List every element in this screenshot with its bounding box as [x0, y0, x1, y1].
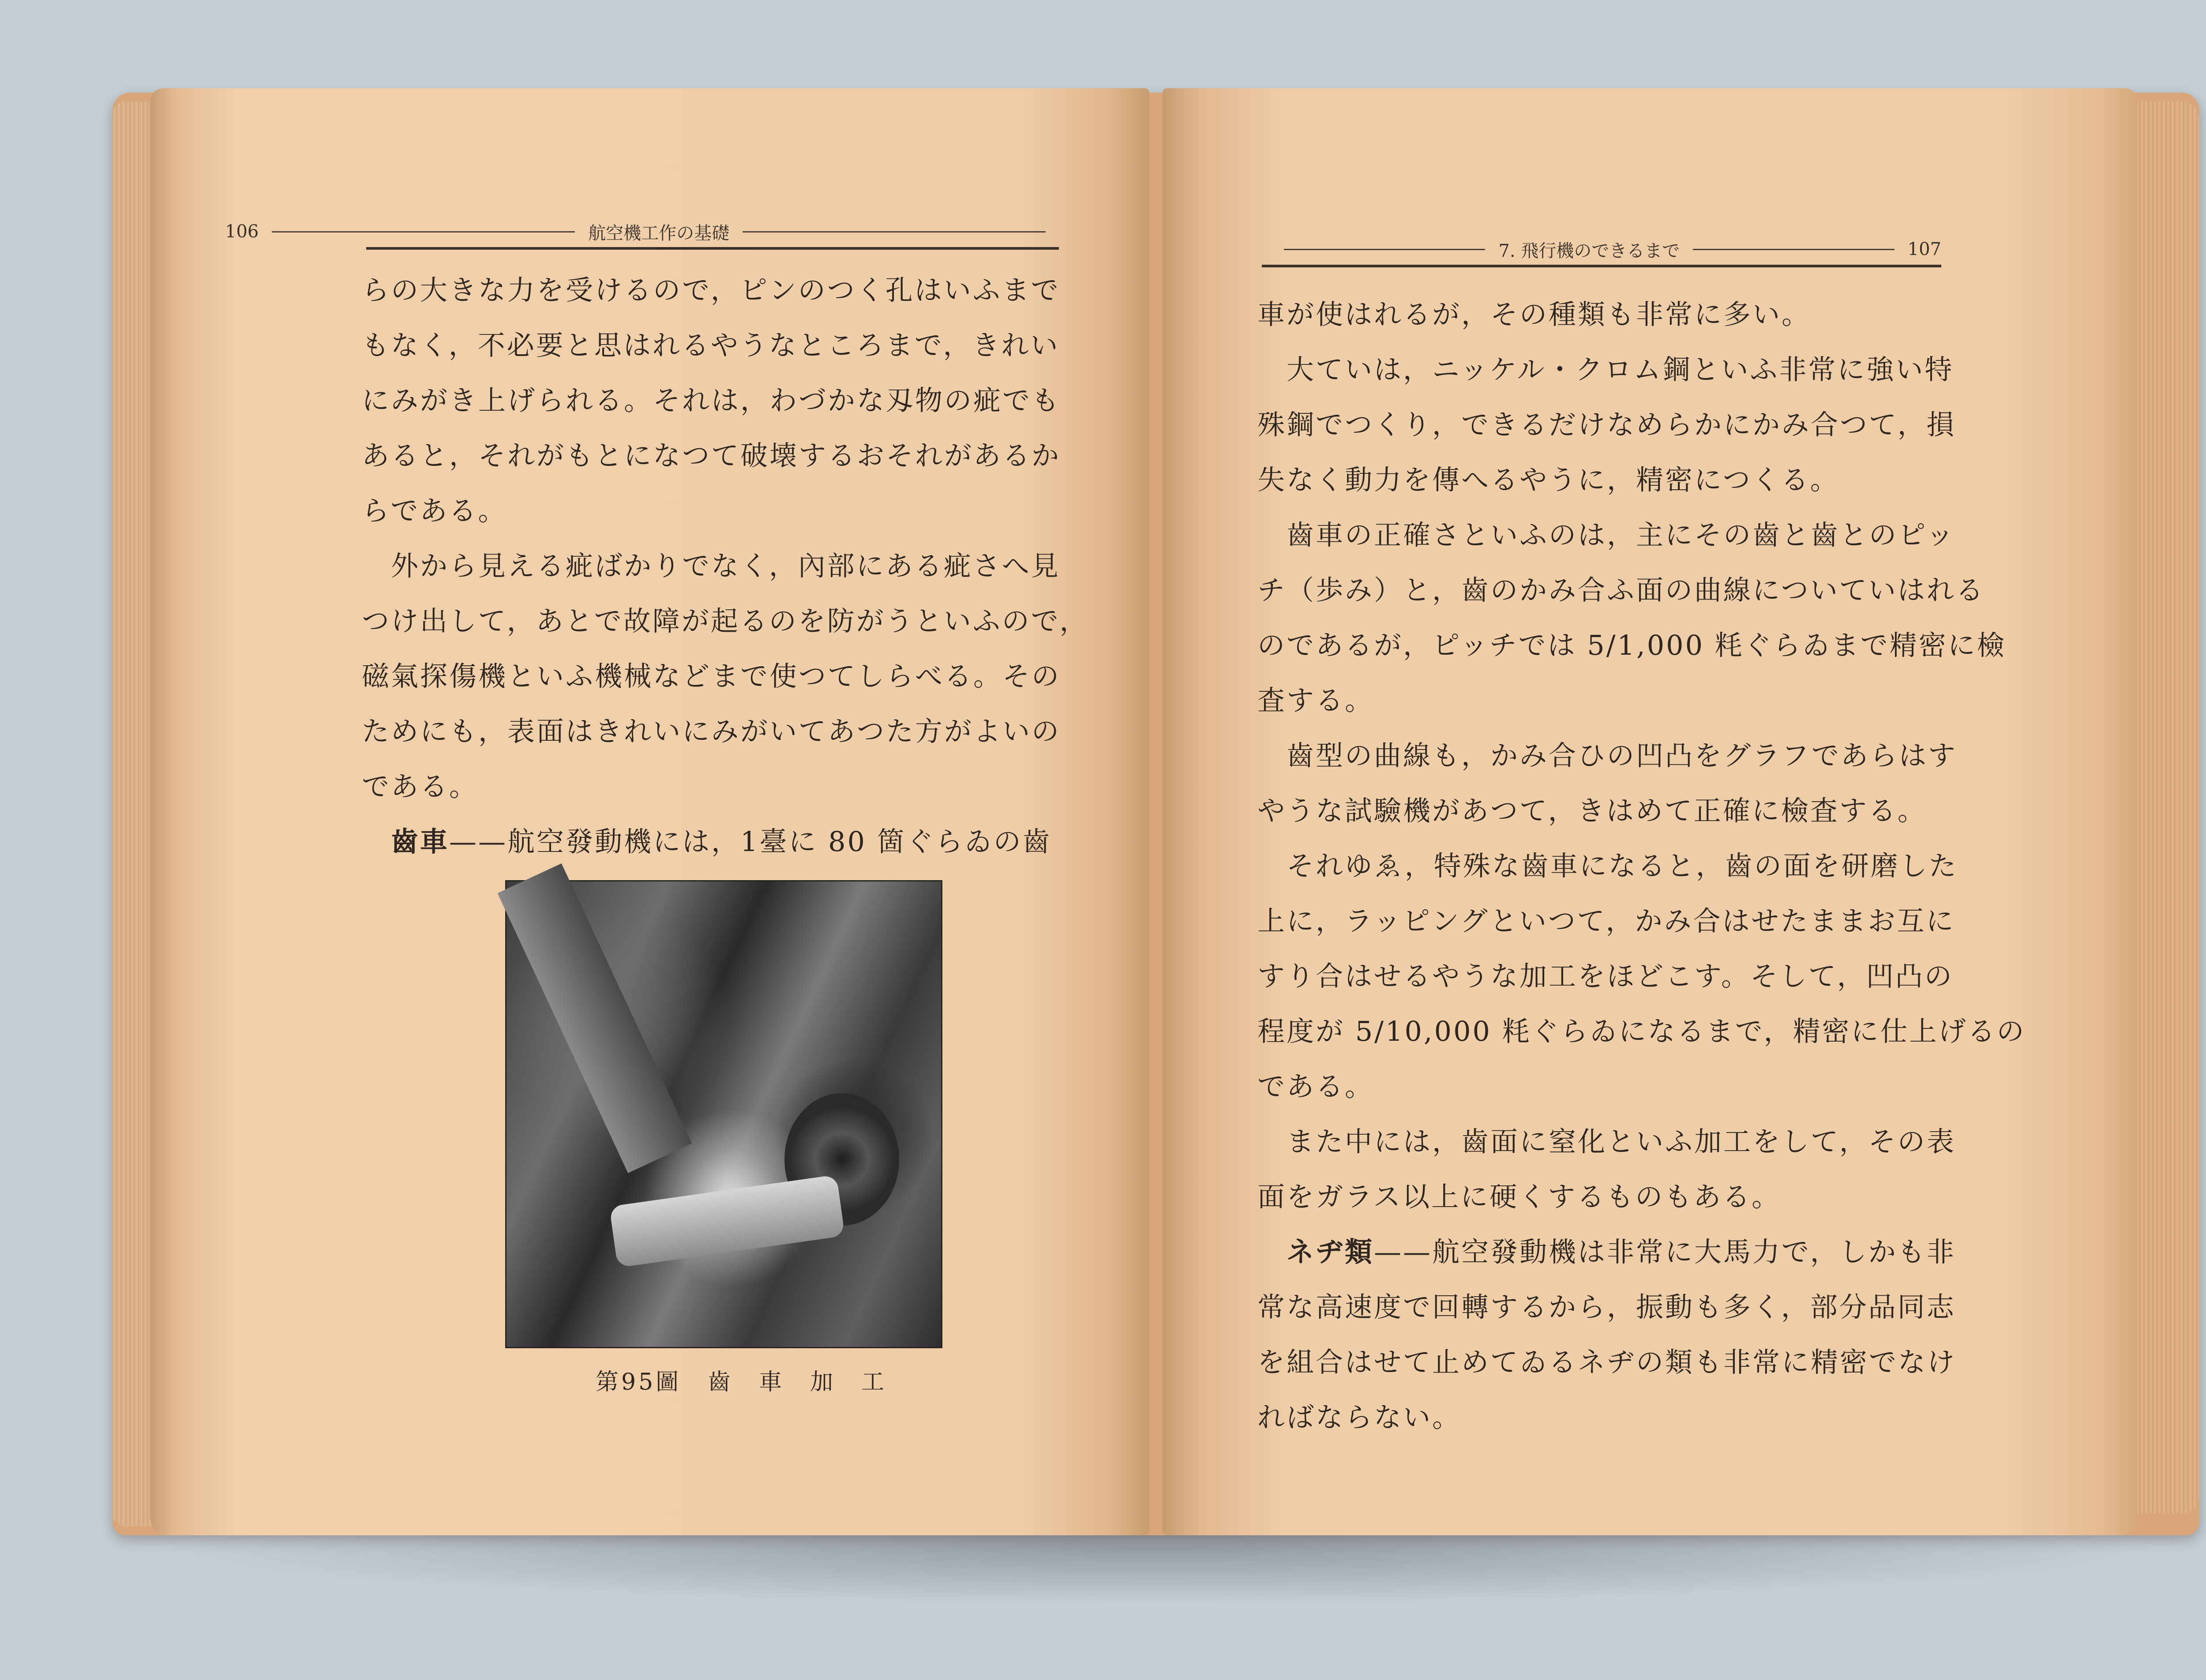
text-line: ためにも，表面はきれいにみがいてあつた方がよいの: [362, 715, 1061, 747]
header-rule: [272, 231, 575, 232]
text-line: また中には，齒面に窒化といふ加工をして，その表: [1257, 1125, 1956, 1158]
screw-heading: ネヂ類: [1287, 1236, 1374, 1268]
text-line: 殊鋼でつくり，できるだけなめらかにかみ合つて，損: [1257, 409, 1956, 441]
text-line: らの大きな力を受けるので，ピンのつく孔はいふまで: [362, 274, 1060, 306]
left-page-number: 106: [225, 221, 259, 242]
text-line: チ（歩み）と，齒のかみ合ふ面の曲線についていはれる: [1257, 574, 1985, 606]
left-page-header: [225, 216, 1059, 247]
gear-machining-photo: [505, 880, 942, 1348]
text-line: 車が使はれるが，その種類も非常に多い。: [1257, 298, 1811, 330]
text-line: 面をガラス以上に硬くするものもある。: [1257, 1181, 1781, 1213]
text-line: 齒車の正確さといふのは，主にその齒と齒とのピッ: [1257, 519, 1955, 551]
text-line: ——航空發動機は非常に大馬力で，しかも非: [1374, 1236, 1956, 1268]
figure-caption: [596, 1363, 887, 1396]
screw-section-line: [1257, 1224, 1963, 1279]
text-line: 齒型の曲線も，かみ合ひの凹凸をグラフであらはす: [1257, 739, 1957, 772]
text-line: 磁氣探傷機といふ機械などまで使つてしらべる。その: [362, 660, 1061, 692]
text-line: である。: [1257, 1070, 1374, 1102]
text-line: 程度が 5/10,000 粍ぐらゐになるまで，精密に仕上げるの: [1257, 1015, 2026, 1047]
text-line: らである。: [362, 495, 507, 527]
gear-section-line: [362, 814, 1068, 869]
text-line: 上に，ラッピングといつて，かみ合はせたままお互に: [1257, 905, 1955, 937]
gear-line-text: ——航空發動機には，1臺に 80 箇ぐらゐの齒: [449, 825, 1052, 858]
text-line: すり合はせるやうな加工をほどこす。そして，凹凸の: [1257, 960, 1954, 992]
text-line: を組合はせて止めてゐるネヂの類も非常に精密でなけ: [1257, 1346, 1957, 1378]
photo-machine-arm: [498, 863, 692, 1173]
text-line: ればならない。: [1257, 1401, 1462, 1433]
header-rule: [1693, 249, 1894, 250]
header-rule: [743, 231, 1046, 232]
right-page-body: [1257, 287, 2026, 1445]
gear-heading: 齒車: [391, 825, 450, 858]
text-line: 大ていは，ニッケル・クロム鋼といふ非常に強い特: [1257, 353, 1954, 386]
text-line: つけ出して，あとで故障が起るのを防がうといふので，: [362, 605, 1089, 637]
text-line: である。: [362, 770, 479, 802]
text-line: のであるが，ピッチでは 5/1,000 粍ぐらゐまで精密に檢: [1257, 629, 2006, 661]
text-line: 外から見える疵ばかりでなく，內部にある疵さへ見: [362, 550, 1060, 582]
left-page-body: [362, 262, 1089, 869]
text-line: 失なく動力を傳へるやうに，精密につくる。: [1257, 464, 1839, 496]
figure-title: 齒 車 加 工: [708, 1369, 887, 1395]
right-running-title: 7. 飛行機のできるまで: [1498, 240, 1680, 261]
right-page-header: [1271, 234, 1941, 265]
text-line: 査する。: [1257, 684, 1374, 716]
left-header-underline: [366, 247, 1059, 250]
text-line: あると，それがもとになつて破壊するおそれがあるか: [362, 439, 1061, 472]
left-running-title: 航空機工作の基礎: [588, 223, 730, 244]
text-line: やうな試驗機があつて，きはめて正確に檢査する。: [1257, 795, 1927, 827]
text-line: にみがき上げられる。それは，わづかな刄物の疵でも: [362, 384, 1061, 416]
figure-number: 第95圖: [596, 1369, 682, 1395]
text-line: それゆゑ，特殊な齒車になると，齒の面を研磨した: [1257, 850, 1958, 882]
text-line: 常な高速度で回轉するから，振動も多く，部分品同志: [1257, 1291, 1956, 1323]
right-header-underline: [1262, 265, 1941, 267]
photo-workpiece: [609, 1174, 845, 1268]
text-line: もなく，不必要と思はれるやうなところまで，きれい: [362, 329, 1060, 361]
right-page-number: 107: [1907, 239, 1941, 259]
header-rule: [1284, 249, 1485, 250]
